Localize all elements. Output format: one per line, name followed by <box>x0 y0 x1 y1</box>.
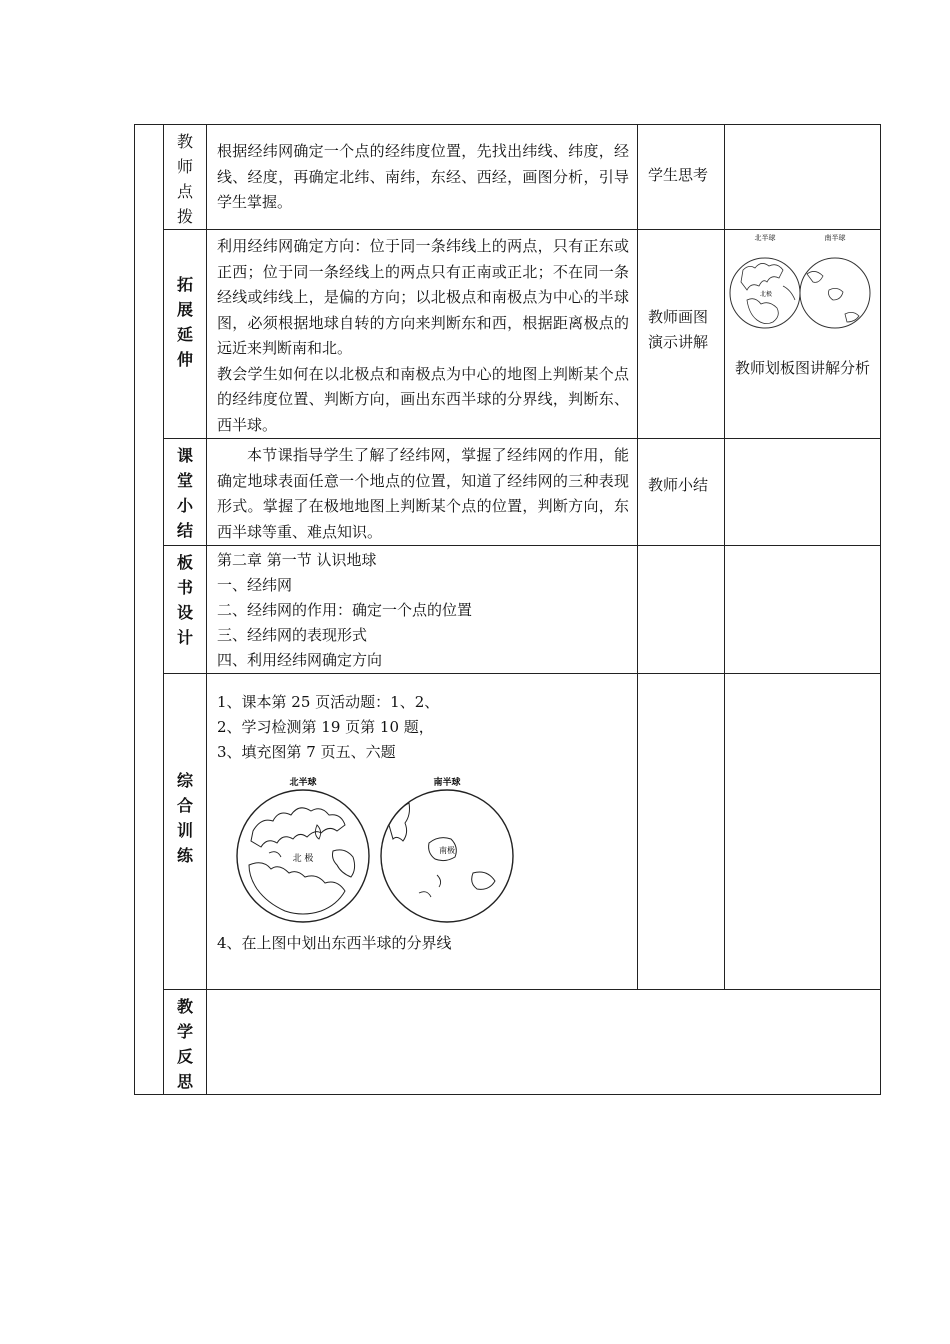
row-label: 拓展延伸 <box>176 275 193 369</box>
north-hemisphere-map <box>237 776 369 922</box>
content-paragraph: 教会学生如何在以北极点和南极点为中心的地图上判断某个点的经纬度位置、判断方向，画出东西半球的分界线，判断东、西半球。 <box>217 364 629 434</box>
note-cell <box>725 125 881 230</box>
row-label-cell <box>164 439 207 546</box>
practice-item-last: 4、在上图中划出东西半球的分界线 <box>217 934 452 952</box>
row-label: 课堂小结 <box>176 446 193 540</box>
south-pole-label: 南极 <box>439 846 455 855</box>
table-row-summary <box>135 439 881 546</box>
row-label: 教师点拨 <box>176 132 193 226</box>
hemisphere-thumbnail-figure <box>725 230 875 352</box>
content-cell <box>207 230 638 439</box>
content-cell <box>207 546 638 674</box>
table-row-teacher-guidance <box>135 125 881 230</box>
table-row-extension <box>135 230 881 439</box>
board-line: 二、经纬网的作用：确定一个点的位置 <box>217 601 473 619</box>
method-text: 学生思考 <box>648 166 709 184</box>
content-paragraph: 利用经纬网确定方向：位于同一条纬线上的两点，只有正东或正西；位于同一条经线上的两点只有正南或正北；不在同一条经线或纬线上，是偏的方向；以北极点和南极点为中心的半球图，必须根据地球自转的方向来判断东和西，根据距离极点的远近来判断南和北。 <box>217 237 629 357</box>
board-line: 第二章 第一节 认识地球 <box>217 551 377 569</box>
row-label: 综合训练 <box>176 771 193 865</box>
note-cell <box>725 674 881 990</box>
table-row-board-design <box>135 546 881 674</box>
south-hemisphere-map <box>381 776 513 922</box>
practice-list <box>207 674 637 765</box>
board-line: 一、经纬网 <box>217 576 293 594</box>
method-cell <box>638 439 725 546</box>
practice-item: 2、学习检测第 19 页第 10 题， <box>217 718 434 736</box>
thumb-north-title: 北半球 <box>754 234 776 242</box>
table-row-reflection <box>135 990 881 1095</box>
note-cell <box>725 546 881 674</box>
hemisphere-map-figure <box>233 773 533 923</box>
thumb-south-title: 南半球 <box>824 234 846 242</box>
method-text: 教师画图演示讲解 <box>648 308 709 351</box>
thumb-south-hemisphere <box>800 233 870 328</box>
table-row-practice <box>135 674 881 990</box>
method-cell <box>638 546 725 674</box>
row-content: 根据经纬网确定一个点的经纬度位置，先找出纬线、纬度，经线、经度，再确定北纬、南纬，东经、西经，画图分析，引导学生掌握。 <box>217 142 629 211</box>
row-content: 本节课指导学生了解了经纬网，掌握了经纬网的作用，能确定地球表面任意一个地点的位置，知道了经纬网的三种表现形式。掌握了在极地地图上判断某个点的位置，判断方向，东西半球等重、难点知识。 <box>217 446 629 541</box>
note-text: 教师划板图讲解分析 <box>734 359 870 377</box>
row-label-cell <box>164 674 207 990</box>
board-outline <box>207 546 637 673</box>
reflection-cell <box>207 990 881 1095</box>
left-margin-column <box>135 125 164 1095</box>
row-label-cell <box>164 230 207 439</box>
row-label-cell <box>164 125 207 230</box>
thumb-pole-label: 北极 <box>759 291 773 298</box>
practice-item: 1、课本第 25 页活动题：1、2、 <box>217 693 440 711</box>
row-content <box>207 230 637 438</box>
content-cell <box>207 125 638 230</box>
row-label-cell <box>164 546 207 674</box>
lesson-plan-table <box>134 124 881 1095</box>
method-text: 教师小结 <box>648 476 709 494</box>
method-cell <box>638 125 725 230</box>
board-line: 三、经纬网的表现形式 <box>217 626 368 644</box>
south-map-title: 南半球 <box>433 778 461 788</box>
north-pole-label: 北 极 <box>292 854 314 864</box>
content-cell <box>207 674 638 990</box>
method-cell <box>638 230 725 439</box>
note-cell <box>725 230 881 439</box>
method-cell <box>638 674 725 990</box>
note-cell <box>725 439 881 546</box>
row-label-cell <box>164 990 207 1095</box>
content-cell <box>207 439 638 546</box>
row-label: 教学反思 <box>176 997 193 1091</box>
row-label: 板书设计 <box>176 553 193 647</box>
practice-item: 3、填充图第 7 页五、六题 <box>217 743 396 761</box>
thumb-north-hemisphere <box>730 233 800 328</box>
board-line: 四、利用经纬网确定方向 <box>217 651 383 669</box>
north-map-title: 北半球 <box>289 778 317 788</box>
